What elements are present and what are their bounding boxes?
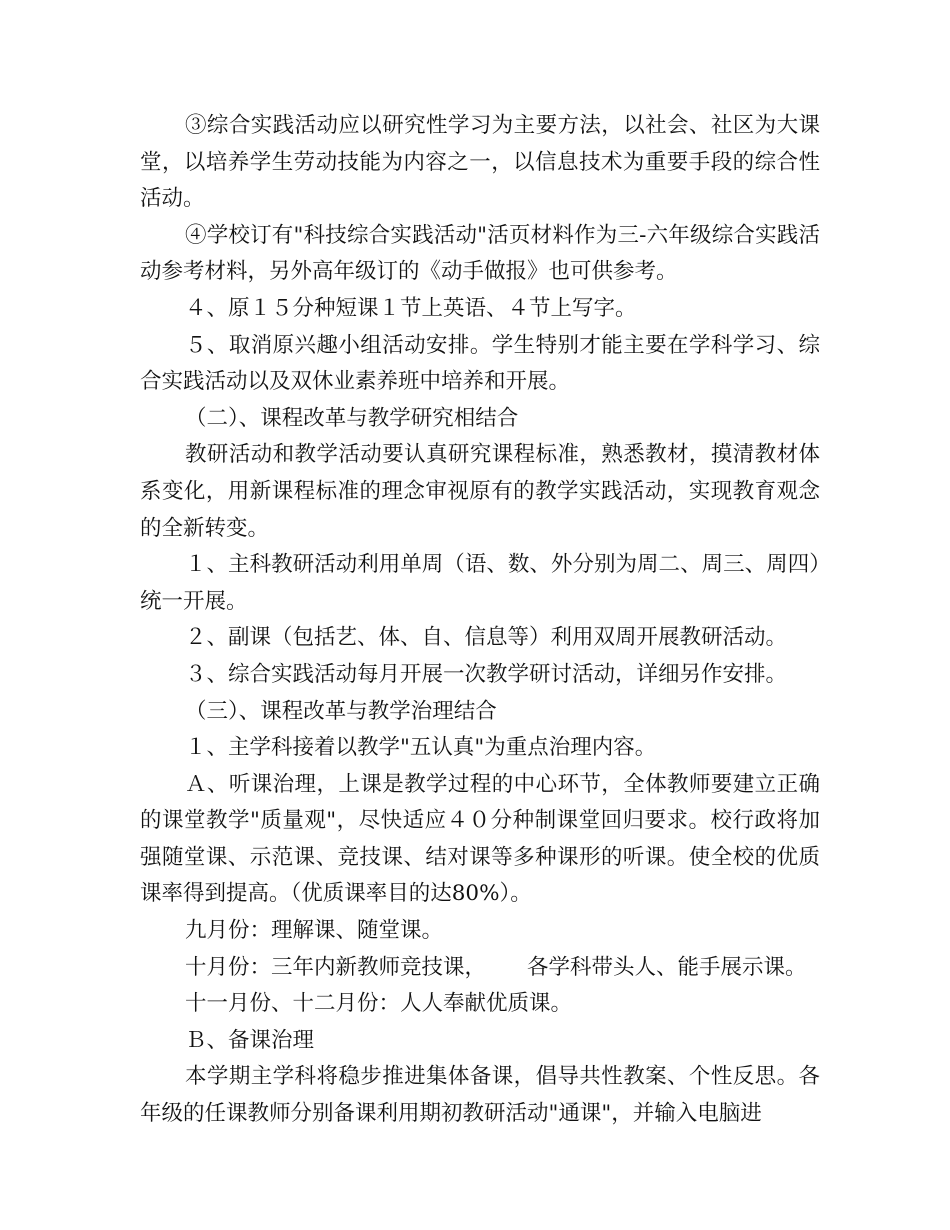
- paragraph-item-1-main-subjects: １、主科教研活动利用单周（语、数、外分别为周二、周三、周四）统一开展。: [140, 552, 820, 614]
- paragraph-item-4-short-lessons: ４、原１５分种短课１节上英语、４节上写字。: [185, 295, 637, 321]
- paragraph-november-december: 十一月份、十二月份：人人奉献优质课。: [185, 991, 573, 1017]
- paragraph-september: 九月份：理解课、随堂课。: [185, 918, 444, 944]
- paragraph-practice-method: ③综合实践活动应以研究性学习为主要方法，以社会、社区为大课堂，以培养学生劳动技能为内容之一，以信息技术为重要手段的综合性活动。: [140, 113, 820, 212]
- paragraph-a-lesson-observation: Ａ、听课治理，上课是教学过程的中心环节，全体教师要建立正确的课堂教学"质量观"，尽快适应４０分种制课堂回归要求。校行政将加强随堂课、示范课、竞技课、结对课等多种课形的听课。使全校的优质课率得到提高。（优质课率目的达80%）。: [140, 771, 820, 907]
- paragraph-practice-materials: ④学校订有"科技综合实践活动"活页材料作为三-六年级综合实践活动参考材料，另外高年级订的《动手做报》也可供参考。: [140, 222, 820, 285]
- paragraph-item-2-minor-subjects: ２、副课（包括艺、体、自、信息等）利用双周开展教研活动。: [185, 625, 788, 651]
- document-body: [140, 108, 820, 1133]
- paragraph-collective-prep: 本学期主学科将稳步推进集体备课，倡导共性教案、个性反思。各年级的任课教师分别备课利用期初教研活动"通课"，并输入电脑进: [140, 1064, 820, 1127]
- paragraph-b-lesson-prep-heading: Ｂ、备课治理: [185, 1027, 315, 1053]
- paragraph-item-1-five-earnest: １、主学科接着以教学"五认真"为重点治理内容。: [185, 735, 657, 761]
- section-heading-2: （二）、课程改革与教学研究相结合: [185, 405, 519, 431]
- paragraph-october: 十月份：三年内新教师竞技课， 各学科带头人、能手展示课。: [185, 954, 807, 980]
- section-heading-3: （三）、课程改革与教学治理结合: [185, 698, 497, 724]
- paragraph-item-3-practice-seminar: ３、综合实践活动每月开展一次教学研讨活动，详细另作安排。: [185, 661, 788, 687]
- paragraph-teaching-research: 教研活动和教学活动要认真研究课程标准，熟悉教材，摸清教材体系变化，用新课程标准的理念审视原有的教学实践活动，实现教育观念的全新转变。: [140, 442, 820, 541]
- paragraph-item-5-interest-groups: ５、取消原兴趣小组活动安排。学生特别才能主要在学科学习、综合实践活动以及双休业素养班中培养和开展。: [140, 332, 820, 395]
